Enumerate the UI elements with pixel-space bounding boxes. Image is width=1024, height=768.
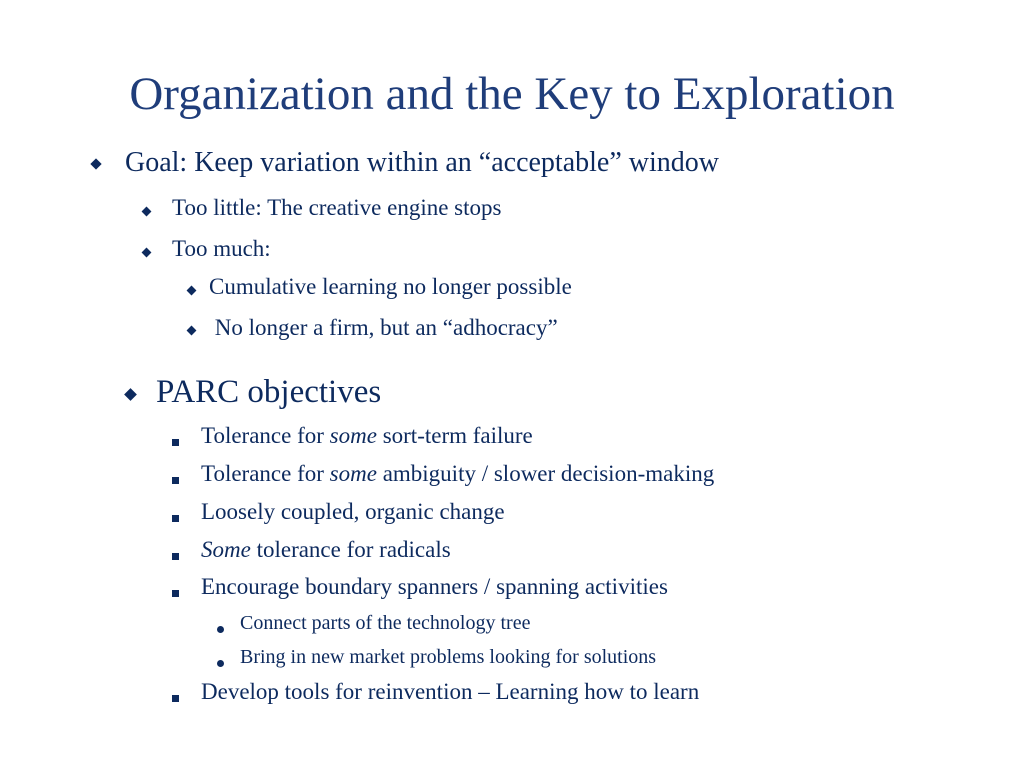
parc-item: Tolerance for some ambiguity / slower decision-making <box>201 461 715 486</box>
diamond-bullet-icon <box>143 202 150 220</box>
parc-item: Loosely coupled, organic change <box>201 499 505 524</box>
dot-bullet-icon <box>217 620 224 638</box>
goal-text: Goal: Keep variation within an “acceptable” window <box>125 147 719 178</box>
square-bullet-icon <box>172 689 179 707</box>
diamond-bullet-icon <box>188 321 195 339</box>
parc-item: Tolerance for some sort-term failure <box>201 423 533 448</box>
parc-sub-item: Bring in new market problems looking for solutions <box>240 646 657 668</box>
too-much-item: No longer a firm, but an “adhocracy” <box>209 315 558 340</box>
too-much-text: Too much: <box>172 236 271 261</box>
dot-bullet-icon <box>217 654 224 672</box>
parc-item: Develop tools for reinvention – Learning how to learn <box>201 679 700 704</box>
parc-sub-item: Connect parts of the technology tree <box>240 612 531 634</box>
diamond-bullet-icon <box>92 155 100 173</box>
parc-item: Encourage boundary spanners / spanning activities <box>201 574 668 599</box>
diamond-bullet-icon <box>126 386 135 404</box>
square-bullet-icon <box>172 509 179 527</box>
diamond-bullet-icon <box>143 243 150 261</box>
square-bullet-icon <box>172 547 179 565</box>
diamond-bullet-icon <box>188 281 195 299</box>
square-bullet-icon <box>172 471 179 489</box>
slide-title: Organization and the Key to Exploration <box>129 68 895 120</box>
parc-heading: PARC objectives <box>156 374 382 410</box>
too-little-text: Too little: The creative engine stops <box>172 195 502 220</box>
square-bullet-icon <box>172 584 179 602</box>
parc-item: Some tolerance for radicals <box>201 537 451 562</box>
too-much-item: Cumulative learning no longer possible <box>209 274 572 299</box>
square-bullet-icon <box>172 433 179 451</box>
